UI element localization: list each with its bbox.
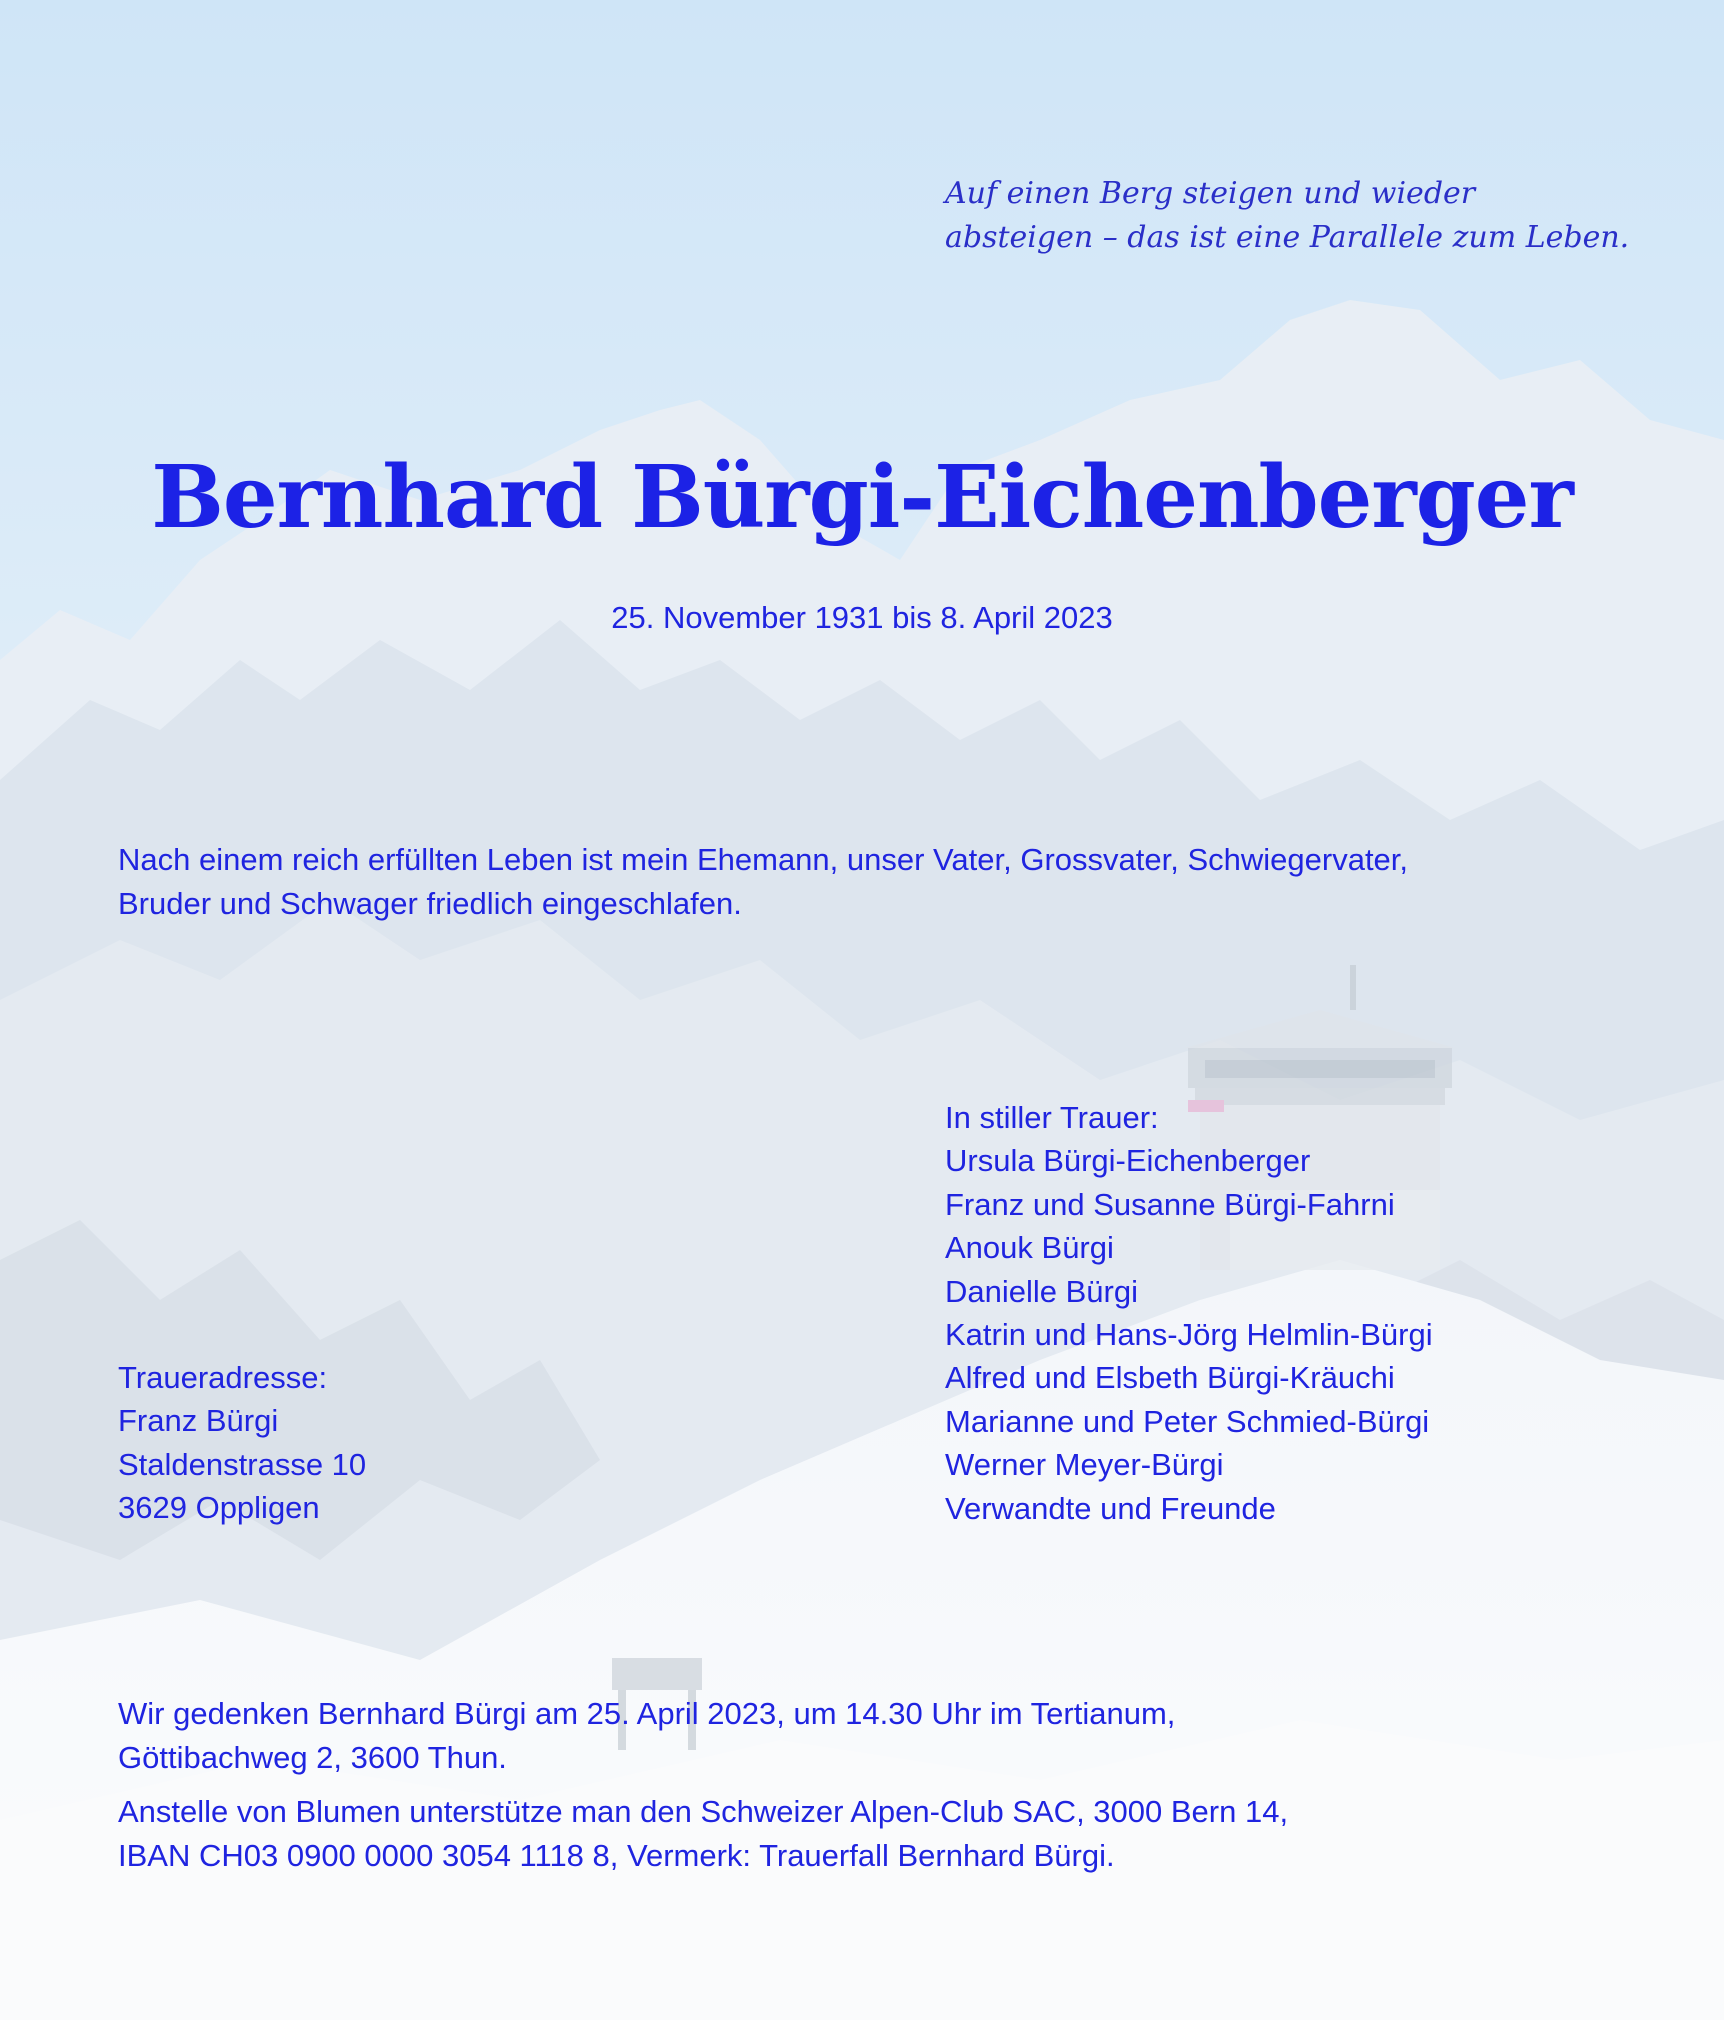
service-line-2: Göttibachweg 2, 3600 Thun. xyxy=(118,1740,507,1775)
address-heading: Traueradresse: xyxy=(118,1360,328,1395)
mourner-name: Verwandte und Freunde xyxy=(945,1490,1276,1526)
mourner-name: Marianne und Peter Schmied-Bürgi xyxy=(945,1403,1430,1439)
donation-info xyxy=(118,1790,1288,1878)
mourner-name: Ursula Bürgi-Eichenberger xyxy=(945,1143,1311,1179)
quote-line-1: Auf einen Berg steigen und wieder xyxy=(945,176,1476,211)
quote-line-2: absteigen – das ist eine Parallele zum Leben. xyxy=(945,220,1630,255)
life-dates: 25. November 1931 bis 8. April 2023 xyxy=(611,600,1113,635)
mourner-name: Franz und Susanne Bürgi-Fahrni xyxy=(945,1186,1395,1222)
mourner-name: Werner Meyer-Bürgi xyxy=(945,1447,1224,1483)
address-city: 3629 Oppligen xyxy=(118,1490,320,1526)
address-name: Franz Bürgi xyxy=(118,1403,279,1439)
mourners-heading: In stiller Trauer: xyxy=(945,1100,1159,1135)
deceased-name: Bernhard Bürgi-Eichenberger xyxy=(151,447,1573,548)
mourner-name: Danielle Bürgi xyxy=(945,1273,1138,1309)
address-street: Staldenstrasse 10 xyxy=(118,1446,367,1482)
mourners-list xyxy=(945,1096,1433,1530)
mourning-address xyxy=(118,1356,366,1530)
memorial-service-info xyxy=(118,1692,1175,1780)
mourner-name: Anouk Bürgi xyxy=(945,1230,1114,1266)
mourner-name: Alfred und Elsbeth Bürgi-Kräuchi xyxy=(945,1360,1395,1396)
announcement-line-2: Bruder und Schwager friedlich eingeschlafen. xyxy=(118,886,742,921)
service-line-1: Wir gedenken Bernhard Bürgi am 25. April 2023, um 14.30 Uhr im Tertianum, xyxy=(118,1696,1176,1731)
announcement-line-1: Nach einem reich erfüllten Leben ist mein Ehemann, unser Vater, Grossvater, Schwiegervater, xyxy=(118,842,1409,877)
donation-line-2: IBAN CH03 0900 0000 3054 1118 8, Vermerk: Trauerfall Bernhard Bürgi. xyxy=(118,1838,1115,1873)
quote xyxy=(945,172,1629,260)
mourner-name: Katrin und Hans-Jörg Helmlin-Bürgi xyxy=(945,1317,1433,1353)
announcement-text xyxy=(118,838,1408,926)
donation-line-1: Anstelle von Blumen unterstütze man den Schweizer Alpen-Club SAC, 3000 Bern 14, xyxy=(118,1794,1289,1829)
